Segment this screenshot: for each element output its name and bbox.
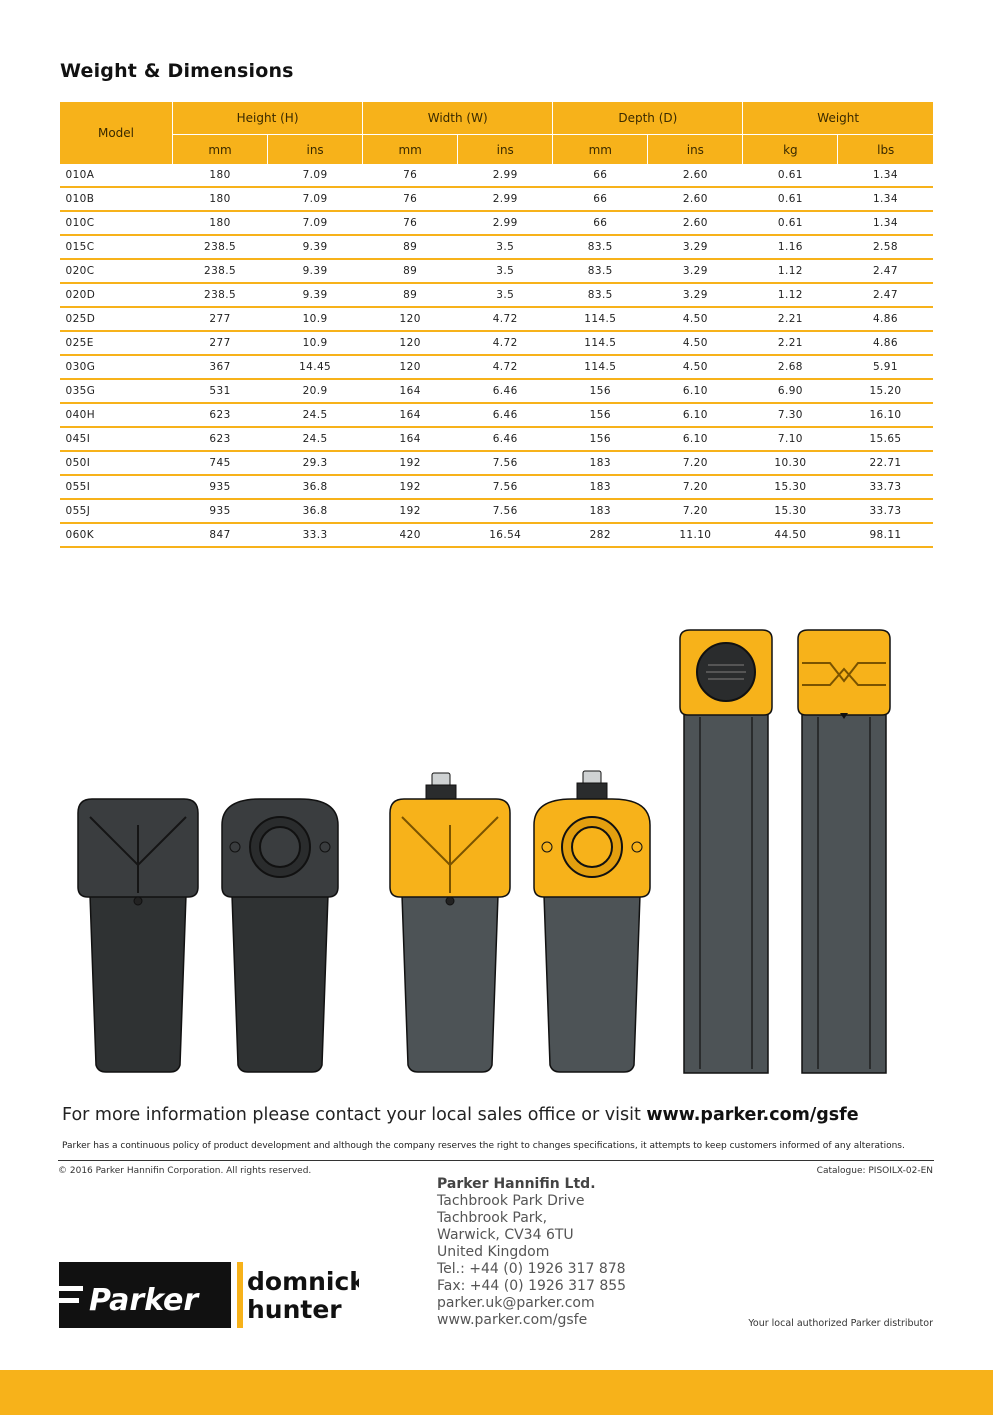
table-row xyxy=(60,235,934,259)
value-cell: 66 xyxy=(553,187,648,211)
value-cell: 4.50 xyxy=(648,331,743,355)
value-cell: 76 xyxy=(363,187,458,211)
value-cell: 156 xyxy=(553,403,648,427)
value-cell: 4.72 xyxy=(458,355,553,379)
divider xyxy=(58,1160,934,1161)
unit-header: kg xyxy=(743,135,838,165)
value-cell: 192 xyxy=(363,475,458,499)
value-cell: 2.47 xyxy=(838,283,933,307)
address-line: Tachbrook Park Drive xyxy=(437,1193,585,1209)
value-cell: 120 xyxy=(363,331,458,355)
page-title: Weight & Dimensions xyxy=(60,60,294,82)
value-cell: 367 xyxy=(173,355,268,379)
logo-graphic xyxy=(59,1262,359,1330)
value-cell: 7.09 xyxy=(268,164,363,187)
value-cell: 29.3 xyxy=(268,451,363,475)
unit-header: mm xyxy=(173,135,268,165)
value-cell: 0.61 xyxy=(743,164,838,187)
value-cell: 114.5 xyxy=(553,355,648,379)
value-cell: 4.72 xyxy=(458,307,553,331)
model-cell: 035G xyxy=(60,379,173,403)
value-cell: 9.39 xyxy=(268,259,363,283)
contact-text: For more information please contact your local sales office or visit xyxy=(62,1105,647,1125)
value-cell: 2.99 xyxy=(458,187,553,211)
value-cell: 7.20 xyxy=(648,499,743,523)
value-cell: 7.56 xyxy=(458,451,553,475)
value-cell: 3.29 xyxy=(648,259,743,283)
value-cell: 164 xyxy=(363,403,458,427)
fax: Fax: +44 (0) 1926 317 855 xyxy=(437,1278,627,1294)
table-row xyxy=(60,523,934,547)
model-cell: 030G xyxy=(60,355,173,379)
value-cell: 6.10 xyxy=(648,403,743,427)
model-cell: 040H xyxy=(60,403,173,427)
value-cell: 745 xyxy=(173,451,268,475)
value-cell: 10.9 xyxy=(268,331,363,355)
table-row xyxy=(60,259,934,283)
product-images xyxy=(60,625,940,1080)
value-cell: 4.50 xyxy=(648,307,743,331)
model-cell: 050I xyxy=(60,451,173,475)
table-row xyxy=(60,331,934,355)
value-cell: 89 xyxy=(363,235,458,259)
website-link[interactable]: www.parker.com/gsfe xyxy=(437,1312,588,1328)
value-cell: 33.73 xyxy=(838,475,933,499)
value-cell: 2.60 xyxy=(648,164,743,187)
policy-text: Parker has a continuous policy of product development and although the company reserves the right to changes specifications, it attempts to keep customers informed of any alterations. xyxy=(62,1141,905,1151)
value-cell: 1.34 xyxy=(838,164,933,187)
value-cell: 2.68 xyxy=(743,355,838,379)
table-row xyxy=(60,427,934,451)
email-link[interactable]: parker.uk@parker.com xyxy=(437,1295,595,1311)
value-cell: 14.45 xyxy=(268,355,363,379)
value-cell: 6.90 xyxy=(743,379,838,403)
value-cell: 6.46 xyxy=(458,427,553,451)
value-cell: 114.5 xyxy=(553,307,648,331)
value-cell: 7.30 xyxy=(743,403,838,427)
value-cell: 4.86 xyxy=(838,307,933,331)
model-cell: 055I xyxy=(60,475,173,499)
model-column-header: Model xyxy=(60,102,173,164)
parker-domnick-hunter-logo xyxy=(59,1262,359,1334)
value-cell: 7.56 xyxy=(458,499,553,523)
value-cell: 5.91 xyxy=(838,355,933,379)
value-cell: 180 xyxy=(173,187,268,211)
value-cell: 3.5 xyxy=(458,283,553,307)
value-cell: 3.29 xyxy=(648,283,743,307)
address-line: Warwick, CV34 6TU xyxy=(437,1227,574,1243)
tall-filter-port xyxy=(680,630,772,1073)
table-row xyxy=(60,451,934,475)
value-cell: 6.46 xyxy=(458,403,553,427)
value-cell: 2.99 xyxy=(458,211,553,235)
value-cell: 183 xyxy=(553,499,648,523)
value-cell: 66 xyxy=(553,211,648,235)
table-row xyxy=(60,307,934,331)
logo-domnick-text: domnick xyxy=(247,1267,359,1296)
unit-header: ins xyxy=(648,135,743,165)
unit-header: mm xyxy=(553,135,648,165)
address-line: Tachbrook Park, xyxy=(437,1210,548,1226)
value-cell: 15.65 xyxy=(838,427,933,451)
value-cell: 183 xyxy=(553,475,648,499)
value-cell: 2.21 xyxy=(743,331,838,355)
dark-filter-port xyxy=(222,799,338,1072)
value-cell: 3.5 xyxy=(458,235,553,259)
filter-housings-illustration xyxy=(60,625,940,1080)
yellow-filter-port xyxy=(534,771,650,1072)
value-cell: 192 xyxy=(363,499,458,523)
value-cell: 7.09 xyxy=(268,187,363,211)
dimensions-table xyxy=(59,102,933,548)
value-cell: 282 xyxy=(553,523,648,547)
value-cell: 16.54 xyxy=(458,523,553,547)
value-cell: 277 xyxy=(173,307,268,331)
distributor-label: Your local authorized Parker distributor xyxy=(748,1318,933,1329)
table-row xyxy=(60,379,934,403)
value-cell: 164 xyxy=(363,427,458,451)
model-cell: 025D xyxy=(60,307,173,331)
model-cell: 045I xyxy=(60,427,173,451)
table-row xyxy=(60,187,934,211)
value-cell: 847 xyxy=(173,523,268,547)
value-cell: 4.50 xyxy=(648,355,743,379)
contact-url-link[interactable]: www.parker.com/gsfe xyxy=(646,1105,859,1125)
value-cell: 11.10 xyxy=(648,523,743,547)
value-cell: 7.20 xyxy=(648,475,743,499)
value-cell: 9.39 xyxy=(268,283,363,307)
value-cell: 192 xyxy=(363,451,458,475)
value-cell: 33.73 xyxy=(838,499,933,523)
dark-filter-front xyxy=(78,799,198,1072)
table-row xyxy=(60,164,934,187)
value-cell: 623 xyxy=(173,427,268,451)
value-cell: 10.30 xyxy=(743,451,838,475)
catalogue-number: Catalogue: PISOILX-02-EN xyxy=(816,1166,933,1176)
value-cell: 15.30 xyxy=(743,499,838,523)
value-cell: 935 xyxy=(173,499,268,523)
value-cell: 24.5 xyxy=(268,403,363,427)
value-cell: 15.20 xyxy=(838,379,933,403)
value-cell: 2.58 xyxy=(838,235,933,259)
value-cell: 2.60 xyxy=(648,187,743,211)
depth-group-header: Depth (D) xyxy=(553,102,743,135)
table-row xyxy=(60,403,934,427)
table-row xyxy=(60,211,934,235)
value-cell: 531 xyxy=(173,379,268,403)
value-cell: 9.39 xyxy=(268,235,363,259)
value-cell: 3.5 xyxy=(458,259,553,283)
value-cell: 6.10 xyxy=(648,379,743,403)
table-group-header-row xyxy=(60,102,934,135)
value-cell: 2.21 xyxy=(743,307,838,331)
value-cell: 98.11 xyxy=(838,523,933,547)
value-cell: 83.5 xyxy=(553,283,648,307)
value-cell: 0.61 xyxy=(743,187,838,211)
value-cell: 16.10 xyxy=(838,403,933,427)
company-address xyxy=(437,1176,626,1329)
value-cell: 22.71 xyxy=(838,451,933,475)
model-cell: 025E xyxy=(60,331,173,355)
value-cell: 83.5 xyxy=(553,235,648,259)
value-cell: 6.46 xyxy=(458,379,553,403)
value-cell: 7.20 xyxy=(648,451,743,475)
footer-accent-bar xyxy=(0,1370,993,1415)
model-cell: 010A xyxy=(60,164,173,187)
value-cell: 238.5 xyxy=(173,235,268,259)
model-cell: 055J xyxy=(60,499,173,523)
unit-header: mm xyxy=(363,135,458,165)
yellow-filter-front xyxy=(390,773,510,1072)
value-cell: 4.86 xyxy=(838,331,933,355)
table-body xyxy=(60,164,934,547)
value-cell: 120 xyxy=(363,307,458,331)
value-cell: 10.9 xyxy=(268,307,363,331)
value-cell: 44.50 xyxy=(743,523,838,547)
value-cell: 4.72 xyxy=(458,331,553,355)
value-cell: 180 xyxy=(173,211,268,235)
value-cell: 7.09 xyxy=(268,211,363,235)
value-cell: 89 xyxy=(363,283,458,307)
table-row xyxy=(60,475,934,499)
value-cell: 1.34 xyxy=(838,187,933,211)
table-unit-header-row xyxy=(60,135,934,165)
value-cell: 76 xyxy=(363,164,458,187)
value-cell: 0.61 xyxy=(743,211,838,235)
model-cell: 020D xyxy=(60,283,173,307)
copyright-text: © 2016 Parker Hannifin Corporation. All rights reserved. xyxy=(58,1166,312,1176)
value-cell: 1.16 xyxy=(743,235,838,259)
contact-line xyxy=(62,1105,859,1125)
value-cell: 76 xyxy=(363,211,458,235)
unit-header: ins xyxy=(458,135,553,165)
value-cell: 2.47 xyxy=(838,259,933,283)
value-cell: 156 xyxy=(553,379,648,403)
value-cell: 238.5 xyxy=(173,259,268,283)
value-cell: 3.29 xyxy=(648,235,743,259)
value-cell: 935 xyxy=(173,475,268,499)
weight-group-header: Weight xyxy=(743,102,933,135)
logo-hunter-text: hunter xyxy=(247,1295,342,1324)
value-cell: 2.99 xyxy=(458,164,553,187)
tall-filter-front xyxy=(798,630,890,1073)
value-cell: 1.34 xyxy=(838,211,933,235)
table-row xyxy=(60,499,934,523)
value-cell: 36.8 xyxy=(268,475,363,499)
table-row xyxy=(60,355,934,379)
value-cell: 83.5 xyxy=(553,259,648,283)
value-cell: 1.12 xyxy=(743,283,838,307)
model-cell: 015C xyxy=(60,235,173,259)
value-cell: 7.10 xyxy=(743,427,838,451)
value-cell: 15.30 xyxy=(743,475,838,499)
height-group-header: Height (H) xyxy=(173,102,363,135)
value-cell: 114.5 xyxy=(553,331,648,355)
value-cell: 156 xyxy=(553,427,648,451)
model-cell: 060K xyxy=(60,523,173,547)
width-group-header: Width (W) xyxy=(363,102,553,135)
value-cell: 180 xyxy=(173,164,268,187)
value-cell: 6.10 xyxy=(648,427,743,451)
value-cell: 20.9 xyxy=(268,379,363,403)
unit-header: lbs xyxy=(838,135,933,165)
value-cell: 120 xyxy=(363,355,458,379)
value-cell: 7.56 xyxy=(458,475,553,499)
company-name: Parker Hannifin Ltd. xyxy=(437,1176,596,1192)
value-cell: 24.5 xyxy=(268,427,363,451)
model-cell: 020C xyxy=(60,259,173,283)
unit-header: ins xyxy=(268,135,363,165)
value-cell: 277 xyxy=(173,331,268,355)
value-cell: 2.60 xyxy=(648,211,743,235)
telephone: Tel.: +44 (0) 1926 317 878 xyxy=(437,1261,626,1277)
value-cell: 66 xyxy=(553,164,648,187)
value-cell: 164 xyxy=(363,379,458,403)
value-cell: 36.8 xyxy=(268,499,363,523)
value-cell: 33.3 xyxy=(268,523,363,547)
value-cell: 238.5 xyxy=(173,283,268,307)
logo-parker-text: Parker xyxy=(89,1283,199,1318)
value-cell: 183 xyxy=(553,451,648,475)
value-cell: 623 xyxy=(173,403,268,427)
value-cell: 420 xyxy=(363,523,458,547)
model-cell: 010C xyxy=(60,211,173,235)
value-cell: 1.12 xyxy=(743,259,838,283)
table-row xyxy=(60,283,934,307)
address-line: United Kingdom xyxy=(437,1244,550,1260)
model-cell: 010B xyxy=(60,187,173,211)
value-cell: 89 xyxy=(363,259,458,283)
